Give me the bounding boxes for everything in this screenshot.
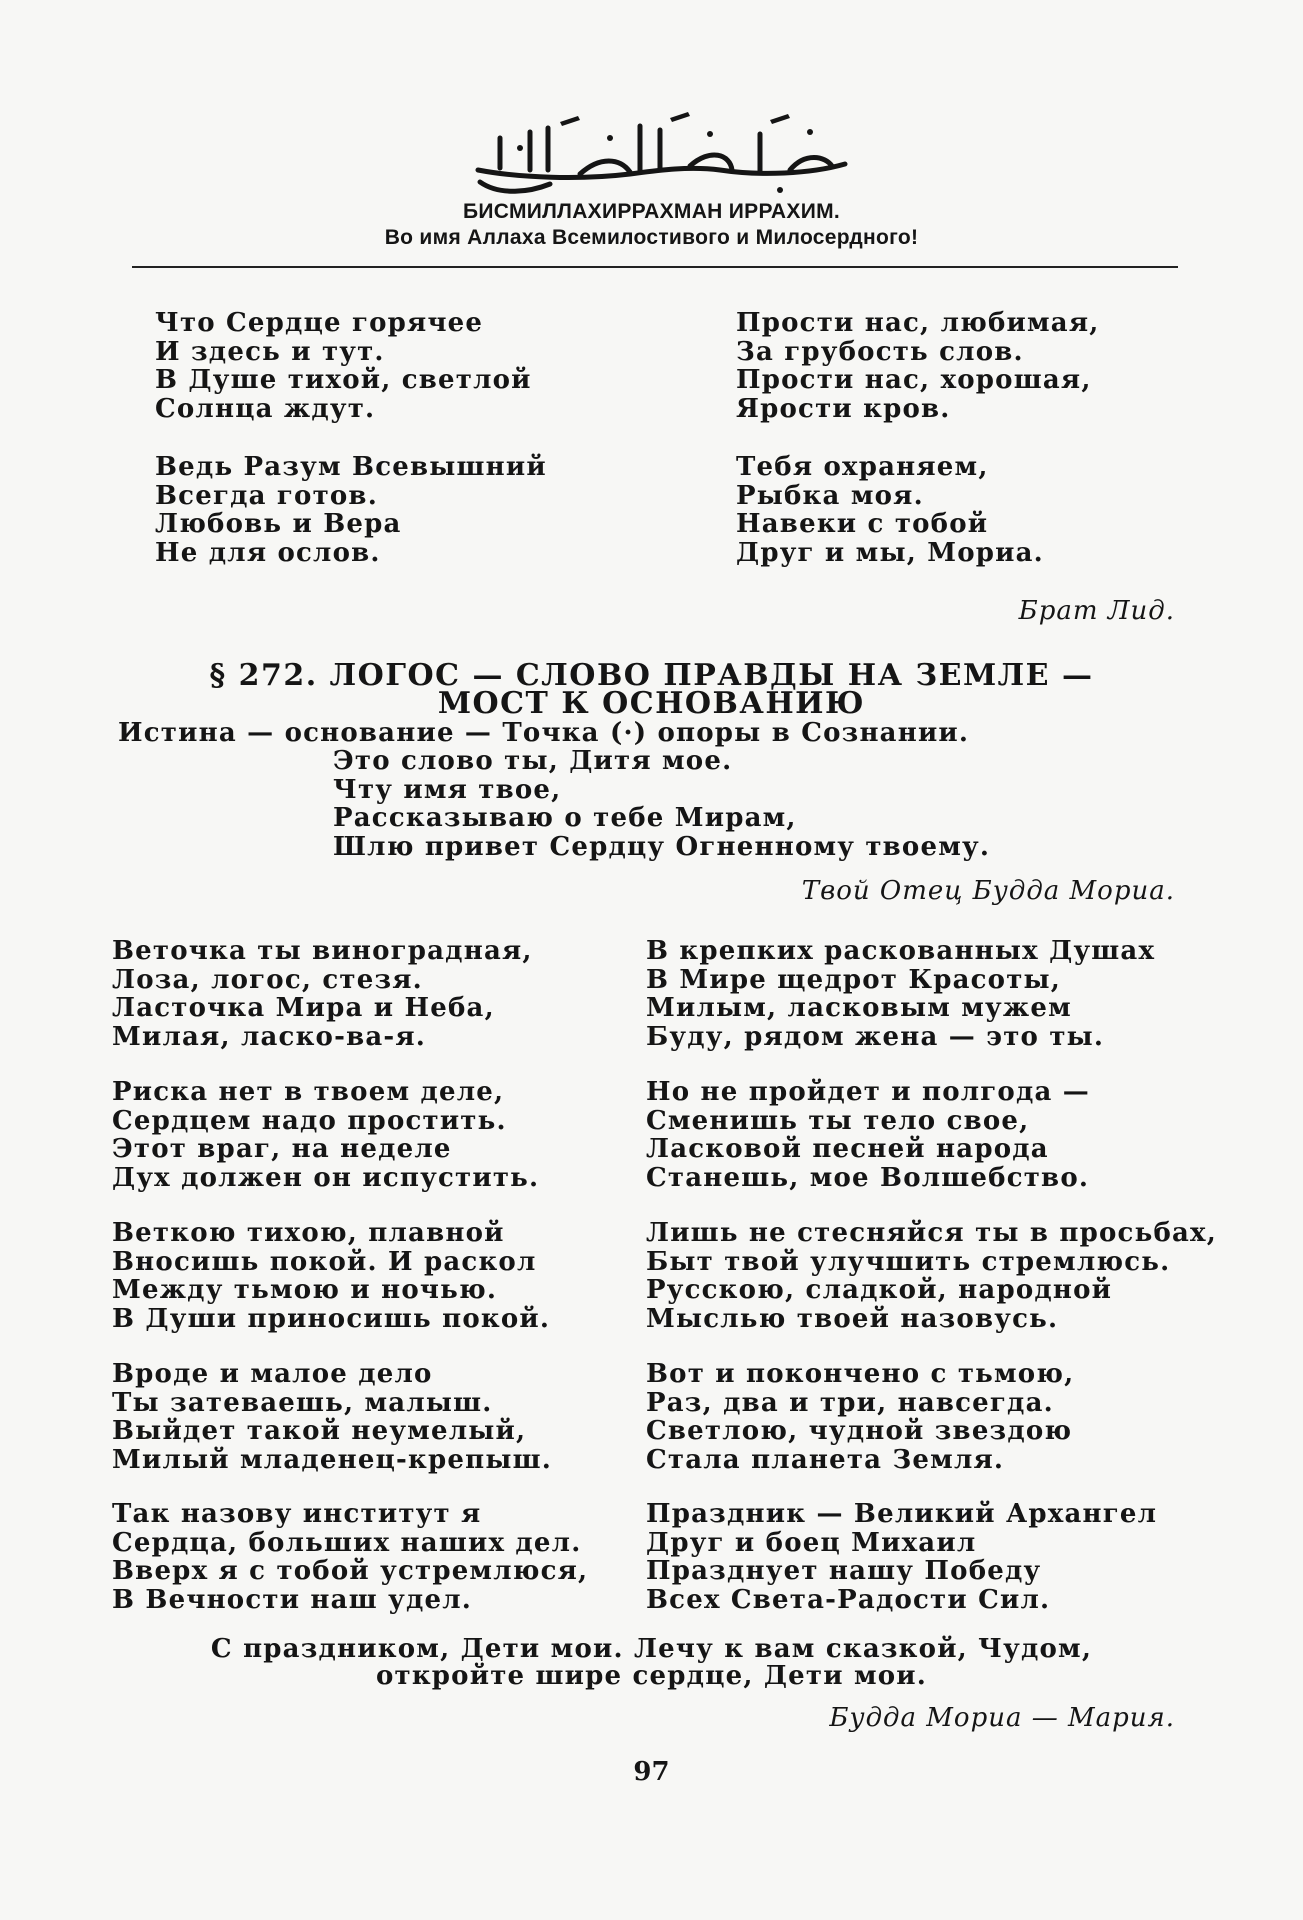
verse-line: Лоза, логос, стезя. xyxy=(112,964,423,995)
verse-line: В Вечности наш удел. xyxy=(112,1584,472,1615)
verse-line: В крепких раскованных Душах xyxy=(646,936,1156,966)
epigraph-line: Чту имя твое, xyxy=(333,774,562,805)
verse-line: И здесь и тут. xyxy=(155,336,385,367)
verse-line: Всех Света-Радости Сил. xyxy=(646,1584,1051,1615)
verse-line: Веткою тихою, плавной xyxy=(112,1218,505,1248)
verse-line: Светлою, чудной звездою xyxy=(646,1416,1073,1447)
poem2-right-stanza-5 xyxy=(646,1500,1157,1614)
verse-line: Ты затеваешь, малыш. xyxy=(112,1387,493,1418)
verse-line: В Душе тихой, светлой xyxy=(155,365,532,396)
verse-line: Милый младенец-крепыш. xyxy=(112,1444,552,1475)
poem2-right-stanza-2 xyxy=(646,1078,1090,1192)
verse-line: Вносишь покой. И раскол xyxy=(112,1246,537,1277)
verse-line: Сердцем надо простить. xyxy=(112,1105,507,1136)
verse-line: Но не пройдет и полгода — xyxy=(646,1077,1090,1107)
poem1-left-stanza-1 xyxy=(155,309,532,423)
verse-line: Навеки с тобой xyxy=(736,509,989,540)
poem1-right-stanza-1 xyxy=(736,309,1099,423)
poem1-left-stanza-2 xyxy=(155,453,547,567)
section-title-line2: МОСТ К ОСНОВАНИЮ xyxy=(437,686,866,721)
epigraph-line: Шлю привет Сердцу Огненному твоему. xyxy=(333,831,991,862)
verse-line: Не для ослов. xyxy=(155,537,381,568)
verse-line: Милым, ласковым мужем xyxy=(646,993,1072,1024)
verse-line: Веточка ты виноградная, xyxy=(112,936,533,966)
epigraph-line: Это слово ты, Дитя мое. xyxy=(333,746,733,776)
header-divider xyxy=(132,266,1178,268)
verse-line: Ведь Разум Всевышний xyxy=(155,452,547,482)
epigraph-signature: Твой Отец Будда Мориа. xyxy=(801,876,1175,906)
poem2-right-stanza-1 xyxy=(646,937,1155,1051)
verse-line: Солнца ждут. xyxy=(155,393,376,424)
verse-line: Раз, два и три, навсегда. xyxy=(646,1387,1054,1418)
verse-line: Этот враг, на неделе xyxy=(112,1134,452,1165)
verse-line: Между тьмою и ночью. xyxy=(112,1275,498,1306)
poem2-right-stanza-3 xyxy=(646,1219,1217,1333)
poem2-left-stanza-4 xyxy=(112,1360,552,1474)
verse-line: Прости нас, хорошая, xyxy=(736,365,1092,396)
verse-line: Сменишь ты тело свое, xyxy=(646,1105,1030,1136)
page-number: 97 xyxy=(633,1757,670,1787)
verse-line: Станешь, мое Волшебство. xyxy=(646,1162,1090,1193)
verse-line: Ярости кров. xyxy=(736,393,951,424)
verse-line: Милая, ласко-ва-я. xyxy=(112,1021,427,1052)
verse-line: Мыслью твоей назовусь. xyxy=(646,1303,1059,1334)
verse-line: В Мире щедрот Красоты, xyxy=(646,964,1062,995)
epigraph-line: Рассказываю о тебе Мирам, xyxy=(333,803,797,834)
verse-line: Буду, рядом жена — это ты. xyxy=(646,1021,1105,1052)
closing-line: С праздником, Дети мои. Лечу к вам сказкой, Чудом, xyxy=(210,1634,1093,1664)
verse-line: В Души приносишь покой. xyxy=(112,1303,551,1334)
verse-line: Всегда готов. xyxy=(155,480,378,511)
poem1-right-stanza-2 xyxy=(736,453,1044,567)
verse-line: Риска нет в твоем деле, xyxy=(112,1077,505,1107)
basmala-transliteration: БИСМИЛЛАХИРРАХМАН ИРРАХИМ. xyxy=(462,200,841,223)
poem2-left-stanza-3 xyxy=(112,1219,550,1333)
verse-line: Рыбка моя. xyxy=(736,480,924,511)
epigraph-line: Истина — основание — Точка (·) опоры в Сознании. xyxy=(118,718,970,748)
poem1-signature: Брат Лид. xyxy=(1018,596,1175,626)
verse-line: Вроде и малое дело xyxy=(112,1359,433,1389)
verse-line: Вот и покончено с тьмою, xyxy=(646,1359,1075,1389)
section-title: § 272. ЛОГОС — СЛОВО ПРАВДЫ НА ЗЕМЛЕ — xyxy=(209,658,1094,693)
basmala-translation: Во имя Аллаха Всемилостивого и Милосердного! xyxy=(384,226,919,249)
verse-line: Тебя охраняем, xyxy=(736,452,989,482)
verse-line: Ласточка Мира и Неба, xyxy=(112,993,495,1024)
poem2-left-stanza-2 xyxy=(112,1078,539,1192)
verse-line: Русскою, сладкой, народной xyxy=(646,1275,1113,1306)
verse-line: Стала планета Земля. xyxy=(646,1444,1005,1475)
poem2-right-stanza-4 xyxy=(646,1360,1074,1474)
verse-line: Так назову институт я xyxy=(112,1499,482,1529)
verse-line: Что Сердце горячее xyxy=(155,308,484,338)
verse-line: Прости нас, любимая, xyxy=(736,308,1100,338)
closing-signature: Будда Мориа — Мария. xyxy=(829,1703,1175,1733)
basmala-calligraphy xyxy=(460,108,860,198)
verse-line: Дух должен он испустить. xyxy=(112,1162,540,1193)
verse-line: Ласковой песней народа xyxy=(646,1134,1049,1165)
verse-line: Друг и мы, Мориа. xyxy=(736,537,1044,568)
poem2-left-stanza-1 xyxy=(112,937,533,1051)
verse-line: Любовь и Вера xyxy=(155,509,402,540)
closing-line: откройте шире сердце, Дети мои. xyxy=(375,1661,928,1691)
verse-line: Сердца, больших наших дел. xyxy=(112,1527,582,1558)
verse-line: Вверх я с тобой устремлюся, xyxy=(112,1556,589,1587)
verse-line: Быт твой улучшить стремлюсь. xyxy=(646,1246,1171,1277)
verse-line: Лишь не стесняйся ты в просьбах, xyxy=(646,1218,1217,1248)
verse-line: За грубость слов. xyxy=(736,336,1024,367)
verse-line: Друг и боец Михаил xyxy=(646,1527,977,1558)
verse-line: Выйдет такой неумелый, xyxy=(112,1416,527,1447)
verse-line: Празднует нашу Победу xyxy=(646,1556,1042,1587)
epigraph-block xyxy=(333,747,990,861)
poem2-left-stanza-5 xyxy=(112,1500,588,1614)
verse-line: Праздник — Великий Архангел xyxy=(646,1499,1158,1529)
